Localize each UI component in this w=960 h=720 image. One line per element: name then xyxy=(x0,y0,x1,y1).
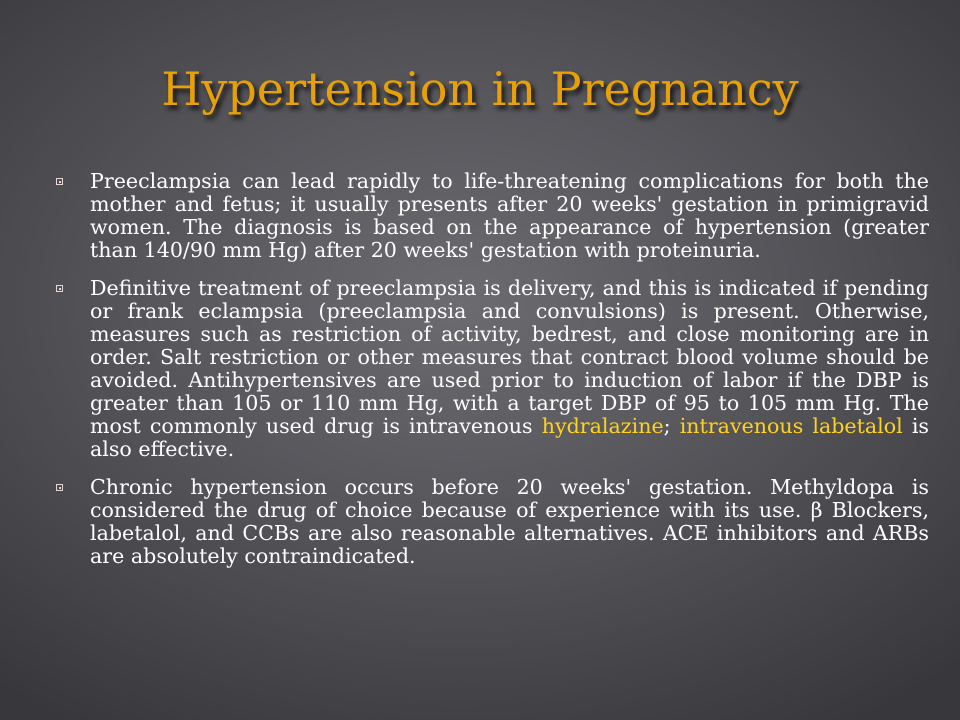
square-bullet-icon xyxy=(56,285,63,292)
bullet-text: Definitive treatment of preeclampsia is delivery, and this is indicated if pending or frank eclampsia (preeclampsia and convulsions) is present. Otherwise, measures such as restriction of activity, bedrest, and close monitoring are in order. Salt restriction or other measures that contract blood volume should be avoided. Antihypertensives are used prior to induction of labor if the DBP is greater than 105 or 110 mm Hg, with a target DBP of 95 to 105 mm Hg. The most commonly used drug is intravenous xyxy=(90,276,929,438)
bullet-item xyxy=(56,476,929,568)
bullet-text: Chronic hypertension occurs before 20 weeks' gestation. Methyldopa is considered the drug of choice because of experience with its use. β Blockers, labetalol, and CCBs are also reasonable alternatives. ACE inhibitors and ARBs are absolutely contraindicated. xyxy=(90,475,929,568)
highlighted-drug-labetalol: intravenous labetalol xyxy=(679,414,903,438)
bullet-text: Preeclampsia can lead rapidly to life-threatening complications for both the mother and fetus; it usually presents after 20 weeks' gestation in primigravid women. The diagnosis is based on the appearance of hypertension (greater than 140/90 mm Hg) after 20 weeks' gestation with proteinuria. xyxy=(90,169,929,262)
bullet-item xyxy=(56,277,929,461)
bullet-item xyxy=(56,170,929,262)
slide-title: Hypertension in Pregnancy xyxy=(161,62,799,116)
highlighted-drug-hydralazine: hydralazine xyxy=(541,414,664,438)
bullet-text: ; xyxy=(663,414,680,438)
bullet-text: is also effective. xyxy=(90,414,929,461)
slide-content xyxy=(56,170,929,583)
square-bullet-icon xyxy=(56,178,63,185)
square-bullet-icon xyxy=(56,484,63,491)
